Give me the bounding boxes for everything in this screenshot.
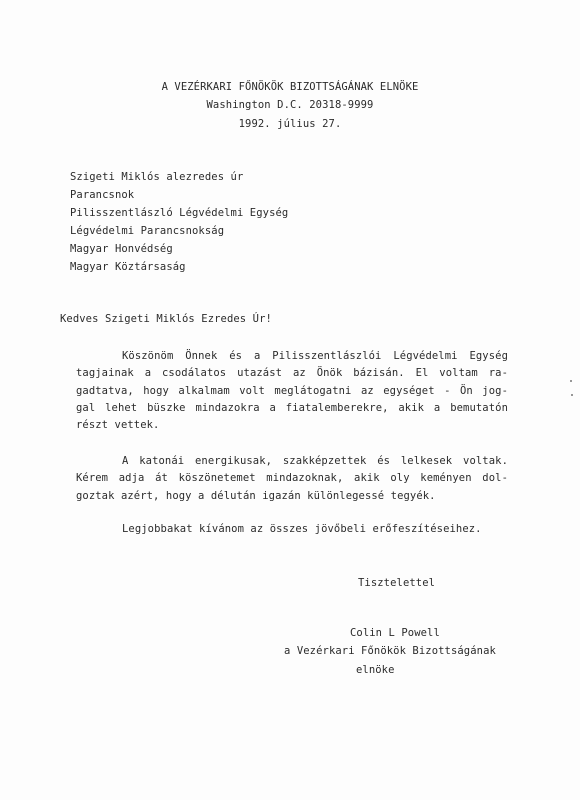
body-line: tagjainak a csodálatos utazást az Önök bázisán. El voltam ra-: [76, 367, 508, 379]
scan-speck: [570, 380, 572, 382]
recipient-line: Parancsnok: [70, 189, 135, 201]
body-line: gadtatva, hogy alkalmam volt meglátogatni az egységet - Ön jog-: [76, 385, 508, 397]
recipient-line: Szigeti Miklós alezredes úr: [70, 171, 244, 183]
recipient-line: Pilisszentlászló Légvédelmi Egység: [70, 207, 289, 219]
body-line: goztak azért, hogy a délután igazán különlegessé tegyék.: [76, 490, 436, 502]
recipient-line: Légvédelmi Parancsnokság: [70, 225, 225, 237]
recipient-line: Magyar Köztársaság: [70, 261, 186, 273]
signature-title: a Vezérkari Főnökök Bizottságának: [284, 645, 496, 657]
scan-speck: [571, 394, 573, 396]
body-line: Legjobbakat kívánom az összes jövőbeli erőfeszítéseihez.: [122, 523, 482, 535]
body-line: Köszönöm Önnek és a Pilisszentlászlói Légvédelmi Egység: [122, 350, 508, 362]
signature-title: elnöke: [356, 664, 395, 676]
letterhead-date: 1992. július 27.: [238, 118, 342, 130]
body-line: Kérem adja át köszönetemet mindazoknak, akik oly keményen dol-: [76, 472, 508, 484]
recipient-line: Magyar Honvédség: [70, 243, 173, 255]
body-line: gal lehet büszke mindazokra a fiatalemberekre, akik a bemutatón: [76, 402, 508, 414]
letterhead-address: Washington D.C. 20318-9999: [206, 99, 374, 111]
body-line: A katonái energikusak, szakképzettek és lelkesek voltak.: [122, 455, 508, 467]
letterhead-org: A VEZÉRKARI FŐNÖKÖK BIZOTTSÁGÁNAK ELNÖKE: [161, 81, 419, 93]
signature-name: Colin L Powell: [350, 627, 440, 639]
body-line: részt vettek.: [76, 419, 160, 431]
closing: Tisztelettel: [358, 577, 436, 589]
salutation: Kedves Szigeti Miklós Ezredes Úr!: [60, 313, 272, 325]
